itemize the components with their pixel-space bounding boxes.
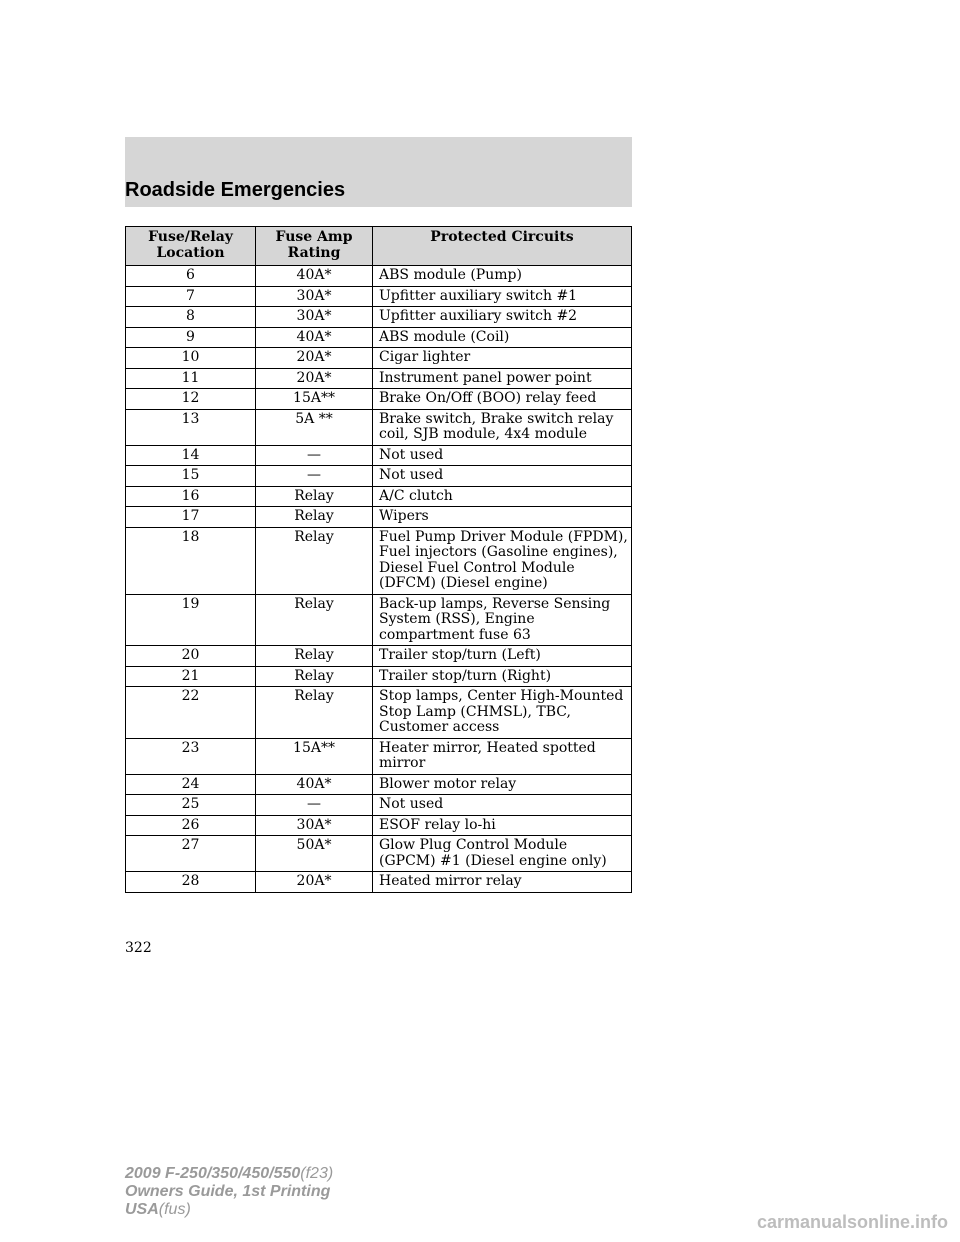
cell-location: 9 bbox=[126, 327, 256, 348]
table-row bbox=[126, 286, 632, 307]
footer-line-1 bbox=[125, 1165, 333, 1183]
cell-protected-circuits: ABS module (Pump) bbox=[373, 266, 632, 287]
cell-location: 27 bbox=[126, 836, 256, 872]
table-row bbox=[126, 368, 632, 389]
cell-location: 19 bbox=[126, 594, 256, 646]
cell-location: 12 bbox=[126, 389, 256, 410]
cell-amp-rating: 30A* bbox=[256, 815, 373, 836]
cell-protected-circuits: Blower motor relay bbox=[373, 774, 632, 795]
table-row bbox=[126, 445, 632, 466]
column-header-location: Fuse/Relay Location bbox=[126, 227, 256, 266]
table-row bbox=[126, 872, 632, 893]
cell-amp-rating: 20A* bbox=[256, 348, 373, 369]
cell-location: 28 bbox=[126, 872, 256, 893]
table-row bbox=[126, 466, 632, 487]
cell-location: 23 bbox=[126, 738, 256, 774]
table-row bbox=[126, 307, 632, 328]
cell-protected-circuits: Heated mirror relay bbox=[373, 872, 632, 893]
cell-location: 24 bbox=[126, 774, 256, 795]
cell-amp-rating: 15A** bbox=[256, 738, 373, 774]
cell-location: 15 bbox=[126, 466, 256, 487]
footer-model: 2009 F-250/350/450/550 bbox=[125, 1165, 301, 1182]
cell-protected-circuits: Cigar lighter bbox=[373, 348, 632, 369]
table-row bbox=[126, 409, 632, 445]
cell-protected-circuits: Upfitter auxiliary switch #2 bbox=[373, 307, 632, 328]
cell-location: 13 bbox=[126, 409, 256, 445]
footer bbox=[125, 1165, 333, 1219]
cell-protected-circuits: Not used bbox=[373, 466, 632, 487]
cell-amp-rating: Relay bbox=[256, 486, 373, 507]
footer-line-3 bbox=[125, 1201, 333, 1219]
table-row bbox=[126, 666, 632, 687]
cell-location: 25 bbox=[126, 795, 256, 816]
table-row bbox=[126, 795, 632, 816]
page-number: 322 bbox=[125, 940, 152, 956]
cell-amp-rating: Relay bbox=[256, 687, 373, 739]
cell-protected-circuits: Trailer stop/turn (Left) bbox=[373, 646, 632, 667]
table-row bbox=[126, 594, 632, 646]
table-row bbox=[126, 327, 632, 348]
cell-location: 18 bbox=[126, 527, 256, 594]
column-header-amp-rating: Fuse Amp Rating bbox=[256, 227, 373, 266]
cell-protected-circuits: Glow Plug Control Module (GPCM) #1 (Diesel engine only) bbox=[373, 836, 632, 872]
cell-amp-rating: 40A* bbox=[256, 327, 373, 348]
fuse-table-body bbox=[126, 266, 632, 893]
cell-location: 10 bbox=[126, 348, 256, 369]
cell-location: 6 bbox=[126, 266, 256, 287]
cell-protected-circuits: ESOF relay lo-hi bbox=[373, 815, 632, 836]
cell-amp-rating: Relay bbox=[256, 507, 373, 528]
cell-amp-rating: 40A* bbox=[256, 774, 373, 795]
cell-amp-rating: 20A* bbox=[256, 368, 373, 389]
cell-protected-circuits: Upfitter auxiliary switch #1 bbox=[373, 286, 632, 307]
table-row bbox=[126, 774, 632, 795]
footer-market-code: (fus) bbox=[158, 1201, 191, 1218]
section-title: Roadside Emergencies bbox=[125, 179, 346, 201]
watermark: carmanualsonline.info bbox=[756, 1212, 948, 1232]
cell-amp-rating: 30A* bbox=[256, 286, 373, 307]
cell-protected-circuits: ABS module (Coil) bbox=[373, 327, 632, 348]
cell-amp-rating: Relay bbox=[256, 646, 373, 667]
table-row bbox=[126, 266, 632, 287]
cell-amp-rating: — bbox=[256, 466, 373, 487]
table-row bbox=[126, 836, 632, 872]
footer-line-2: Owners Guide, 1st Printing bbox=[125, 1183, 331, 1200]
table-row bbox=[126, 507, 632, 528]
cell-protected-circuits: Back-up lamps, Reverse Sensing System (RSS), Engine compartment fuse 63 bbox=[373, 594, 632, 646]
table-header-row bbox=[126, 227, 632, 266]
cell-location: 7 bbox=[126, 286, 256, 307]
cell-amp-rating: 30A* bbox=[256, 307, 373, 328]
cell-protected-circuits: Not used bbox=[373, 445, 632, 466]
table-row bbox=[126, 389, 632, 410]
cell-location: 22 bbox=[126, 687, 256, 739]
cell-location: 14 bbox=[126, 445, 256, 466]
cell-protected-circuits: Stop lamps, Center High-Mounted Stop Lamp (CHMSL), TBC, Customer access bbox=[373, 687, 632, 739]
table-row bbox=[126, 646, 632, 667]
cell-location: 11 bbox=[126, 368, 256, 389]
table-row bbox=[126, 527, 632, 594]
fuse-table bbox=[125, 226, 632, 893]
cell-amp-rating: 15A** bbox=[256, 389, 373, 410]
cell-protected-circuits: Not used bbox=[373, 795, 632, 816]
cell-protected-circuits: Brake switch, Brake switch relay coil, SJB module, 4x4 module bbox=[373, 409, 632, 445]
table-row bbox=[126, 687, 632, 739]
cell-amp-rating: 5A ** bbox=[256, 409, 373, 445]
cell-protected-circuits: Instrument panel power point bbox=[373, 368, 632, 389]
cell-amp-rating: 20A* bbox=[256, 872, 373, 893]
cell-protected-circuits: A/C clutch bbox=[373, 486, 632, 507]
cell-location: 8 bbox=[126, 307, 256, 328]
cell-amp-rating: — bbox=[256, 445, 373, 466]
cell-protected-circuits: Heater mirror, Heated spotted mirror bbox=[373, 738, 632, 774]
column-header-protected-circuits: Protected Circuits bbox=[373, 227, 632, 266]
cell-amp-rating: 50A* bbox=[256, 836, 373, 872]
cell-protected-circuits: Brake On/Off (BOO) relay feed bbox=[373, 389, 632, 410]
cell-amp-rating: Relay bbox=[256, 666, 373, 687]
table-row bbox=[126, 486, 632, 507]
footer-market: USA bbox=[125, 1201, 159, 1218]
cell-amp-rating: Relay bbox=[256, 594, 373, 646]
cell-location: 26 bbox=[126, 815, 256, 836]
table-row bbox=[126, 738, 632, 774]
cell-protected-circuits: Trailer stop/turn (Right) bbox=[373, 666, 632, 687]
cell-location: 17 bbox=[126, 507, 256, 528]
cell-protected-circuits: Fuel Pump Driver Module (FPDM), Fuel injectors (Gasoline engines), Diesel Fuel Control Module (DFCM) (Diesel engine) bbox=[373, 527, 632, 594]
cell-location: 21 bbox=[126, 666, 256, 687]
cell-amp-rating: — bbox=[256, 795, 373, 816]
cell-location: 20 bbox=[126, 646, 256, 667]
table-row bbox=[126, 348, 632, 369]
footer-model-code: (f23) bbox=[300, 1165, 334, 1182]
cell-amp-rating: 40A* bbox=[256, 266, 373, 287]
cell-amp-rating: Relay bbox=[256, 527, 373, 594]
cell-location: 16 bbox=[126, 486, 256, 507]
section-header-band bbox=[125, 137, 632, 207]
cell-protected-circuits: Wipers bbox=[373, 507, 632, 528]
table-row bbox=[126, 815, 632, 836]
